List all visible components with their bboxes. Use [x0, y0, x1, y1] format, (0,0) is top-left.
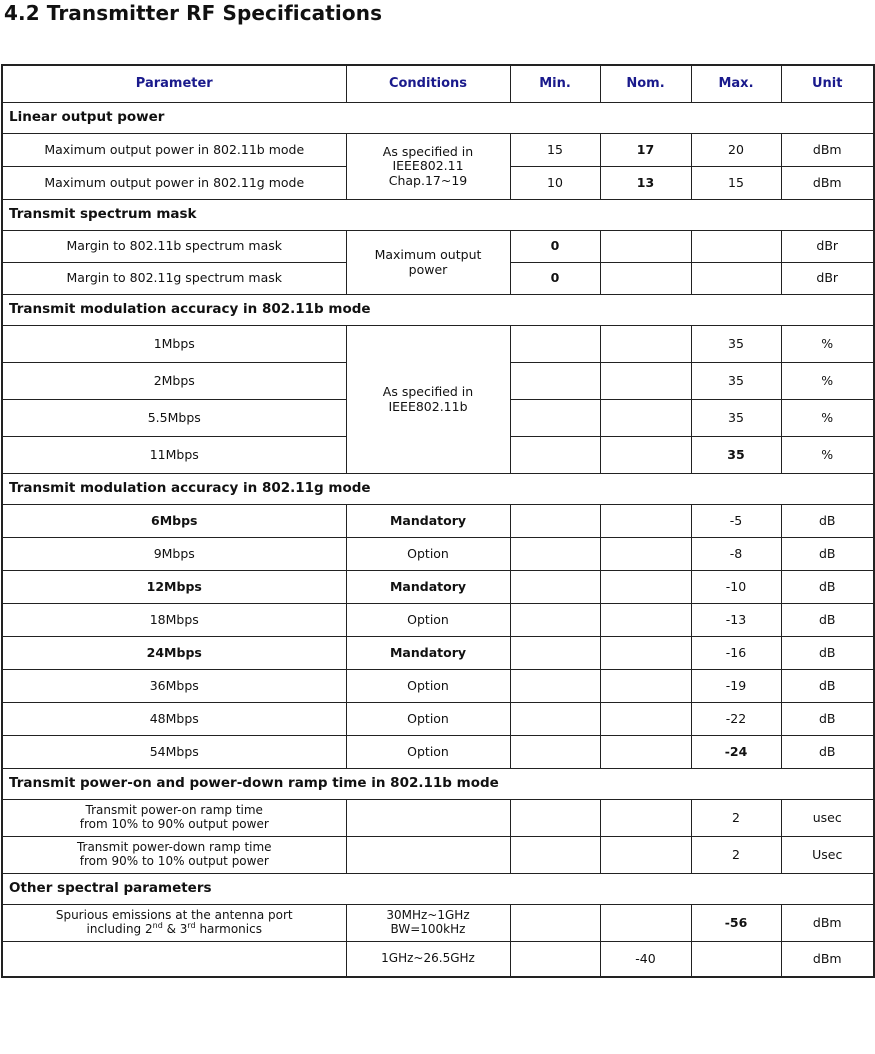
param-cell: 9Mbps	[2, 538, 346, 571]
min-cell	[510, 604, 600, 637]
min-cell	[510, 637, 600, 670]
nom-cell	[600, 505, 691, 538]
min-cell	[510, 837, 600, 874]
max-cell	[691, 231, 781, 263]
conditions-cell: Mandatory	[346, 505, 510, 538]
table-row	[2, 505, 874, 538]
min-cell	[510, 326, 600, 363]
header-max: Max.	[691, 65, 781, 103]
min-cell	[510, 400, 600, 437]
section-title: Transmit spectrum mask	[2, 200, 874, 231]
section-row	[2, 874, 874, 905]
unit-cell: dB	[781, 571, 874, 604]
nom-cell	[600, 670, 691, 703]
param-cell: 2Mbps	[2, 363, 346, 400]
nom-cell	[600, 604, 691, 637]
param-line: from 10% to 90% output power	[79, 817, 269, 831]
nom-cell	[600, 363, 691, 400]
condition-line: As specified in	[382, 384, 474, 400]
condition-line: power	[408, 261, 448, 277]
param-cell	[2, 905, 346, 942]
max-cell: 35	[691, 363, 781, 400]
transmitter-spec-table	[1, 64, 875, 978]
nom-cell	[600, 637, 691, 670]
conditions-cell: Option	[346, 670, 510, 703]
max-cell: -13	[691, 604, 781, 637]
unit-cell: dBr	[781, 263, 874, 295]
param-cell: 18Mbps	[2, 604, 346, 637]
superscript: rd	[187, 921, 196, 930]
section-title: Transmit modulation accuracy in 802.11b mode	[2, 295, 874, 326]
param-cell: 12Mbps	[2, 571, 346, 604]
nom-cell	[600, 326, 691, 363]
nom-cell	[600, 437, 691, 474]
param-line: from 90% to 10% output power	[79, 854, 269, 868]
conditions-cell	[346, 800, 510, 837]
section-title: Linear output power	[2, 103, 874, 134]
conditions-cell: Mandatory	[346, 637, 510, 670]
nom-cell: -40	[600, 942, 691, 978]
header-nom: Nom.	[600, 65, 691, 103]
section-title: Transmit modulation accuracy in 802.11g mode	[2, 474, 874, 505]
min-cell	[510, 571, 600, 604]
param-cell: Margin to 802.11b spectrum mask	[2, 231, 346, 263]
param-cell: Maximum output power in 802.11g mode	[2, 167, 346, 200]
nom-cell	[600, 263, 691, 295]
conditions-cell	[346, 326, 510, 474]
max-cell: -8	[691, 538, 781, 571]
nom-cell	[600, 400, 691, 437]
max-cell: -16	[691, 637, 781, 670]
table-row	[2, 736, 874, 769]
param-text: harmonics	[195, 922, 262, 936]
condition-line: IEEE802.11	[392, 158, 464, 174]
min-cell: 0	[510, 231, 600, 263]
unit-cell: dB	[781, 505, 874, 538]
conditions-cell	[346, 905, 510, 942]
section-row	[2, 769, 874, 800]
unit-cell: dB	[781, 604, 874, 637]
unit-cell: dB	[781, 637, 874, 670]
max-cell: -5	[691, 505, 781, 538]
max-cell: -56	[691, 905, 781, 942]
min-cell	[510, 736, 600, 769]
unit-cell: dBm	[781, 942, 874, 978]
max-cell: -19	[691, 670, 781, 703]
table-row	[2, 942, 874, 978]
max-cell: 15	[691, 167, 781, 200]
table-row	[2, 670, 874, 703]
min-cell: 15	[510, 134, 600, 167]
param-text: & 3	[162, 922, 188, 936]
nom-cell	[600, 905, 691, 942]
max-cell: -22	[691, 703, 781, 736]
section-row	[2, 295, 874, 326]
param-cell: 11Mbps	[2, 437, 346, 474]
header-row	[2, 65, 874, 103]
condition-line: Maximum output	[374, 247, 482, 263]
max-cell: -10	[691, 571, 781, 604]
table-row	[2, 538, 874, 571]
nom-cell: 17	[600, 134, 691, 167]
max-cell: 2	[691, 800, 781, 837]
table-row	[2, 800, 874, 837]
param-cell	[2, 837, 346, 874]
unit-cell: %	[781, 400, 874, 437]
condition-line: 30MHz~1GHz	[386, 908, 470, 923]
conditions-cell: Mandatory	[346, 571, 510, 604]
param-cell: 54Mbps	[2, 736, 346, 769]
table-row	[2, 837, 874, 874]
header-parameter: Parameter	[2, 65, 346, 103]
param-cell: 36Mbps	[2, 670, 346, 703]
conditions-cell: Option	[346, 703, 510, 736]
unit-cell: dBm	[781, 167, 874, 200]
section-heading: 4.2 Transmitter RF Specifications	[4, 1, 383, 25]
table-row	[2, 571, 874, 604]
unit-cell: usec	[781, 800, 874, 837]
superscript: nd	[152, 921, 163, 930]
table-row	[2, 326, 874, 363]
unit-cell: dB	[781, 703, 874, 736]
unit-cell: dBr	[781, 231, 874, 263]
condition-line: BW=100kHz	[390, 922, 466, 936]
section-title: Transmit power-on and power-down ramp time in 802.11b mode	[2, 769, 874, 800]
condition-line: IEEE802.11b	[388, 398, 468, 414]
nom-cell	[600, 800, 691, 837]
header-min: Min.	[510, 65, 600, 103]
nom-cell	[600, 571, 691, 604]
unit-cell: %	[781, 437, 874, 474]
conditions-cell: 1GHz~26.5GHz	[346, 942, 510, 978]
table-row	[2, 231, 874, 263]
table-row	[2, 604, 874, 637]
header-conditions: Conditions	[346, 65, 510, 103]
section-title: Other spectral parameters	[2, 874, 874, 905]
max-cell: 2	[691, 837, 781, 874]
table-row	[2, 905, 874, 942]
nom-cell	[600, 538, 691, 571]
unit-cell: dB	[781, 736, 874, 769]
section-row	[2, 474, 874, 505]
conditions-cell: Option	[346, 538, 510, 571]
unit-cell: dBm	[781, 905, 874, 942]
table-row	[2, 134, 874, 167]
min-cell	[510, 538, 600, 571]
table-row	[2, 703, 874, 736]
conditions-cell	[346, 134, 510, 200]
conditions-cell	[346, 231, 510, 295]
min-cell	[510, 703, 600, 736]
max-cell	[691, 263, 781, 295]
param-cell: 6Mbps	[2, 505, 346, 538]
param-line: Transmit power-down ramp time	[76, 840, 272, 855]
param-cell: 1Mbps	[2, 326, 346, 363]
max-cell: 35	[691, 326, 781, 363]
param-cell	[2, 800, 346, 837]
param-line: Transmit power-on ramp time	[85, 803, 263, 818]
section-row	[2, 200, 874, 231]
condition-line: Chap.17~19	[388, 172, 468, 188]
min-cell: 10	[510, 167, 600, 200]
param-line: Spurious emissions at the antenna port	[55, 908, 293, 923]
min-cell	[510, 363, 600, 400]
conditions-cell: Option	[346, 604, 510, 637]
unit-cell: dB	[781, 538, 874, 571]
condition-line: As specified in	[382, 143, 474, 159]
min-cell	[510, 670, 600, 703]
max-cell: 35	[691, 437, 781, 474]
param-cell: Maximum output power in 802.11b mode	[2, 134, 346, 167]
unit-cell: %	[781, 363, 874, 400]
param-text: including 2	[86, 922, 153, 936]
nom-cell	[600, 703, 691, 736]
nom-cell	[600, 231, 691, 263]
max-cell: 35	[691, 400, 781, 437]
param-cell: 48Mbps	[2, 703, 346, 736]
min-cell	[510, 505, 600, 538]
table-row	[2, 637, 874, 670]
unit-cell: Usec	[781, 837, 874, 874]
max-cell	[691, 942, 781, 978]
max-cell: -24	[691, 736, 781, 769]
param-cell	[2, 942, 346, 978]
nom-cell	[600, 837, 691, 874]
unit-cell: dBm	[781, 134, 874, 167]
unit-cell: dB	[781, 670, 874, 703]
min-cell	[510, 437, 600, 474]
min-cell: 0	[510, 263, 600, 295]
min-cell	[510, 800, 600, 837]
header-unit: Unit	[781, 65, 874, 103]
param-cell: 24Mbps	[2, 637, 346, 670]
conditions-cell	[346, 837, 510, 874]
conditions-cell: Option	[346, 736, 510, 769]
min-cell	[510, 905, 600, 942]
unit-cell: %	[781, 326, 874, 363]
max-cell: 20	[691, 134, 781, 167]
section-row	[2, 103, 874, 134]
param-cell: 5.5Mbps	[2, 400, 346, 437]
param-cell: Margin to 802.11g spectrum mask	[2, 263, 346, 295]
min-cell	[510, 942, 600, 978]
nom-cell: 13	[600, 167, 691, 200]
nom-cell	[600, 736, 691, 769]
param-line	[87, 922, 262, 936]
